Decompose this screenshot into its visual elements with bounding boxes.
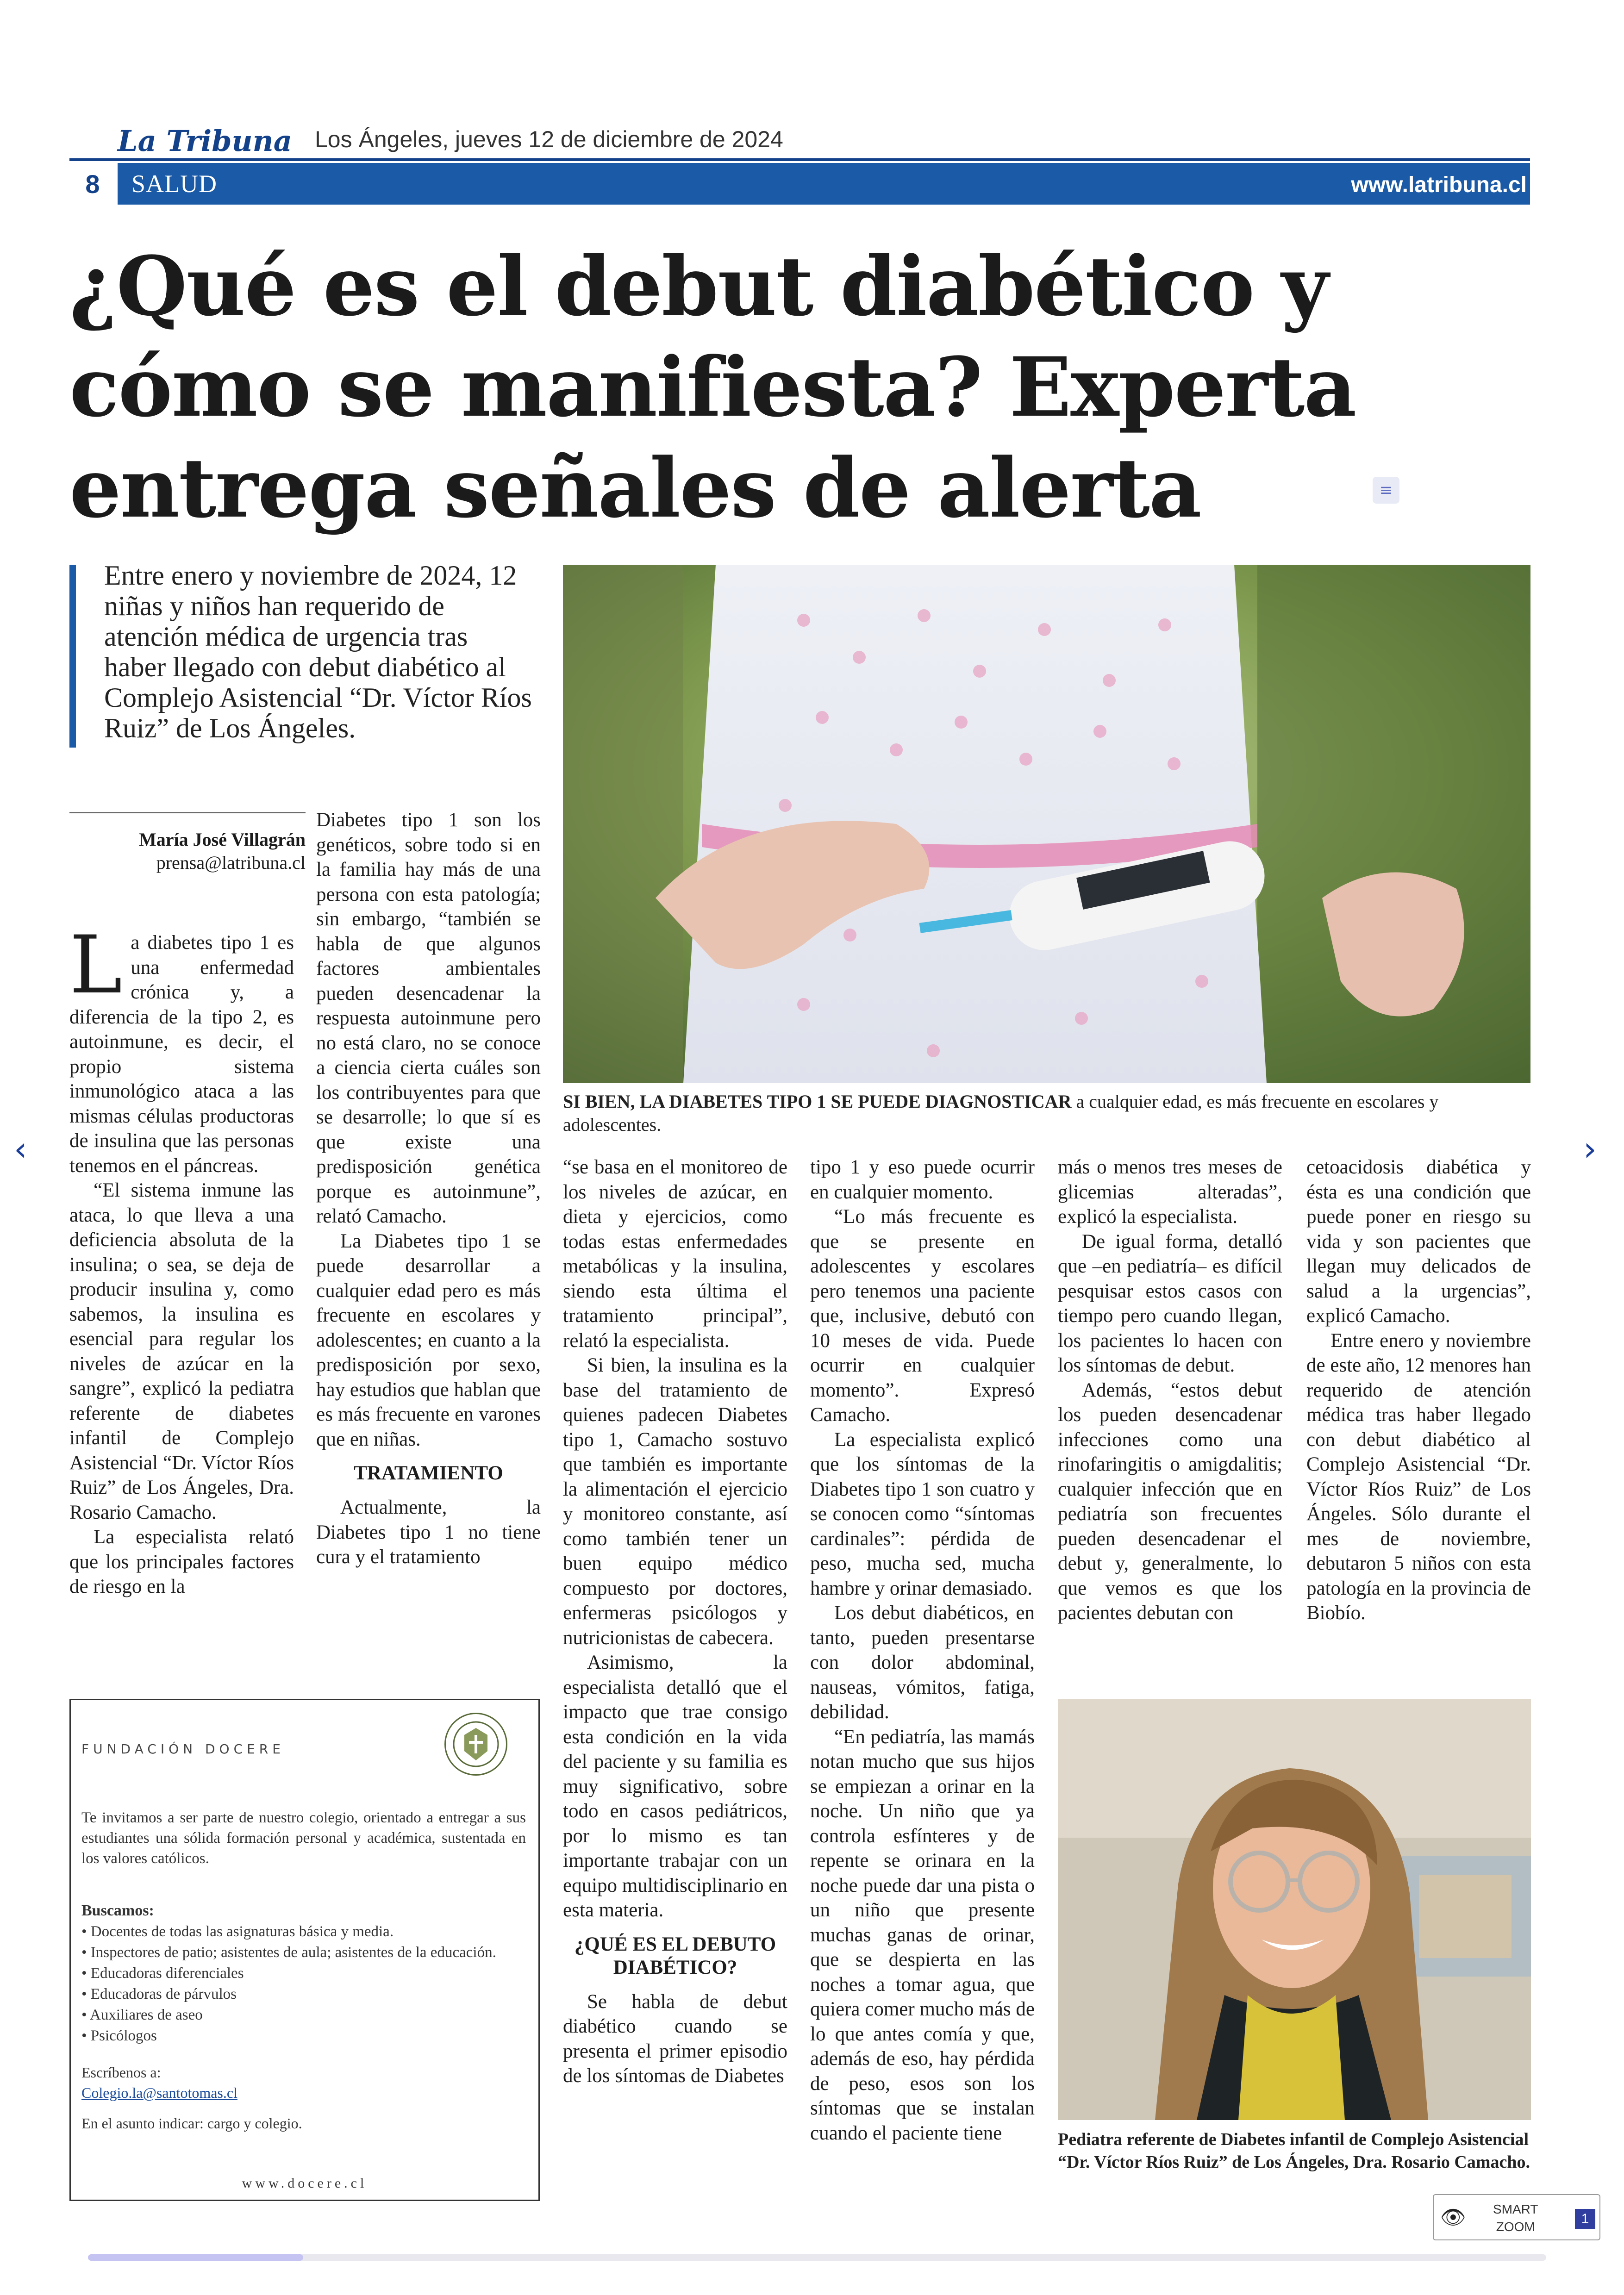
ad-title: FUNDACIÓN DOCERE <box>81 1741 285 1757</box>
paragraph: De igual forma, detalló que –en pediatría– es difícil pesquisar estos casos con tiempo pero cuando llegan, los pacientes lo hacen con los síntomas de debut. <box>1058 1230 1282 1376</box>
ad-list <box>81 1900 526 2046</box>
issue-date: Los Ángeles, jueves 12 de diciembre de 2024 <box>315 126 783 152</box>
article-column-3 <box>563 1155 787 2089</box>
article-column-5 <box>1058 1155 1282 1626</box>
paragraph-text: a diabetes tipo 1 es una enfermedad crónica y, a diferencia de la tipo 2, es autoinmune, es decir, el propio sistema inmunológico ataca a las mismas células productoras de insulina que las personas tenemos en el páncreas. <box>69 932 294 1177</box>
article-lead: Entre enero y noviembre de 2024, 12 niñas y niños han requerido de atención médica de urgencia tras haber llegado con debut diabético al Complejo Asistencial “Dr. Víctor Ríos Ruiz” de Los Ángeles. <box>104 560 532 743</box>
photo-caption-text: a cualquier edad, es más frecuente en escolares y adolescentes. <box>563 1091 1439 1135</box>
paragraph: más o menos tres meses de glicemias alteradas”, explicó la especialista. <box>1058 1156 1282 1228</box>
glucometer-photo <box>563 565 1530 1083</box>
previous-page-icon[interactable]: ‹ <box>14 1129 27 1168</box>
smart-zoom-label <box>1493 2201 1538 2236</box>
newspaper-logo: La Tribuna <box>118 124 292 158</box>
paragraph: cetoacidosis diabética y ésta es una condición que puede poner en riesgo su vida y son pacientes que llegan muy delicados de salud a la urgencias”, explicó Camacho. <box>1306 1156 1531 1327</box>
byline-rule <box>69 812 306 813</box>
byline-author: María José Villagrán <box>139 829 306 850</box>
ad-contact <box>81 2062 526 2133</box>
lead-accent-bar <box>69 565 76 748</box>
paragraph: Los debut diabéticos, en tanto, pueden presentarse con dolor abdominal, nauseas, vómitos, fatiga, debilidad. <box>810 1602 1035 1723</box>
paragraph: “El sistema inmune las ataca, lo que lleva a una deficiencia absoluta de la insulina; o sea, se deja de producir insulina y, como sabemos, la insulina es esencial para regular los niveles de azúcar en la sangre”, explicó la pediatra referente de diabetes infantil de Complejo Asistencial “Dr. Víctor Ríos Ruiz” de Los Ángeles, Dra. Rosario Camacho. <box>69 1179 294 1523</box>
smart-zoom-button[interactable] <box>1433 2194 1600 2240</box>
next-page-icon[interactable]: › <box>1583 1129 1597 1168</box>
paragraph: Diabetes tipo 1 son los genéticos, sobre todo si en la familia hay más de una persona con esta patología; sin embargo, “también se habla de que algunos factores ambientales pueden desencadenar la respuesta autoinmune pero no está claro, no se conoce a ciencia cierta cuáles son los contribuyentes para que se desarrolle; lo que sí es que existe una predisposición genética porque es autoinmune”, relató Camacho. <box>316 809 541 1227</box>
notes-icon[interactable]: ≡ <box>1373 477 1399 504</box>
article-column-4 <box>810 1155 1035 2145</box>
paragraph: “Lo más frecuente es que se presente en adolescentes y escolares pero tenemos una paciente que, inclusive, debutó con 10 meses de vida. Puede ocurrir en cualquier momento”. Expresó Camacho. <box>810 1206 1035 1426</box>
article-column-2 <box>316 808 541 1570</box>
paragraph: La especialista relató que los principales factores de riesgo en la <box>69 1526 294 1597</box>
section-label: SALUD <box>131 170 218 198</box>
doctor-portrait-photo <box>1058 1699 1531 2120</box>
paragraph: Si bien, la insulina es la base del tratamiento de quienes padecen Diabetes tipo 1, Camacho sostuvo que también es importante la alimentación el ejercicio y monitoreo constante, así como también tener un buen equipo médico compuesto por doctores, enfermeras psicólogos y nutricionistas de cabecera. <box>563 1354 787 1649</box>
byline-email[interactable]: prensa@latribuna.cl <box>156 852 306 873</box>
site-url[interactable]: www.latribuna.cl <box>1351 173 1527 197</box>
photo-caption <box>563 1090 1530 1136</box>
list-item: • Educadoras de párvulos <box>81 1986 237 2002</box>
paragraph: La especialista explicó que los síntomas de la Diabetes tipo 1 son cuatro y se conocen como “síntomas cardinales”: pérdida de peso, mucha sed, mucha hambre y orinar demasiado. <box>810 1428 1035 1599</box>
page-number: 8 <box>85 169 100 199</box>
smart-zoom-line-1: SMART <box>1493 2202 1538 2216</box>
list-item: • Inspectores de patio; asistentes de aula; asistentes de la educación. <box>81 1944 496 1961</box>
photo-caption-lead: SI BIEN, LA DIABETES TIPO 1 SE PUEDE DIAGNOSTICAR <box>563 1091 1072 1112</box>
school-crest-icon <box>444 1713 507 1776</box>
masthead-rule <box>69 158 1530 161</box>
list-item: • Auxiliares de aseo <box>81 2007 203 2023</box>
ad-seeking-label: Buscamos: <box>81 1902 154 1919</box>
ad-website[interactable]: www.docere.cl <box>242 2176 368 2191</box>
subheading-que-es: ¿QUÉ ES EL DEBUTO DIABÉTICO? <box>574 1933 776 1978</box>
reading-progress-track[interactable] <box>88 2254 1546 2261</box>
paragraph: Además, “estos debut los pueden desencadenar infecciones como una rinofaringitis o amigdalitis; cualquier infección que en pediatría son frecuentes pueden desencadenar el debut y, generalmente, lo que vemos es que los pacientes debutan con <box>1058 1379 1282 1624</box>
ad-intro: Te invitamos a ser parte de nuestro colegio, orientado a entregar a sus estudiantes una sólida formación personal y académica, sustentada en los valores católicos. <box>81 1809 526 1867</box>
paragraph: “se basa en el monitoreo de los niveles de azúcar, en dieta y ejercicios, como todas estas enfermedades metabólicas y la insulina, siendo esta última el tratamiento principal”, relató la especialista. <box>563 1156 787 1352</box>
page-badge: 1 <box>1575 2209 1595 2229</box>
reading-progress-fill <box>88 2254 303 2261</box>
ad-subject-note: En el asunto indicar: cargo y colegio. <box>81 2115 302 2132</box>
list-item: • Docentes de todas las asignaturas básica y media. <box>81 1923 394 1940</box>
portrait-caption: Pediatra referente de Diabetes infantil de Complejo Asistencial “Dr. Víctor Ríos Ruiz” de Los Ángeles, Dra. Rosario Camacho. <box>1058 2130 1530 2172</box>
smart-zoom-line-2: ZOOM <box>1496 2220 1535 2234</box>
drop-cap: L <box>69 918 123 1011</box>
article-column-6 <box>1306 1155 1531 1626</box>
article-headline: ¿Qué es el debut diabético y cómo se manifiesta? Experta entrega señales de alerta <box>69 238 1356 536</box>
paragraph: Asimismo, la especialista detalló que el impacto que trae consigo esta condición en la vida del paciente y su familia es muy significativo, sobre todo en casos pediátricos, por lo mismo es tan importante trabajar con un equipo multidisciplinario en esta materia. <box>563 1652 787 1921</box>
list-item: • Psicólogos <box>81 2027 157 2044</box>
list-item: • Educadoras diferenciales <box>81 1965 244 1982</box>
article-column-1 <box>69 918 294 1599</box>
paragraph: La Diabetes tipo 1 se puede desarrollar a cualquier edad pero es más frecuente en escolares y adolescentes; en cuanto a la predisposición por sexo, hay estudios que hablan que es más frecuente en varones que en niñas. <box>316 1230 541 1450</box>
section-bar <box>118 163 1530 205</box>
paragraph: Se habla de debut diabético cuando se presenta el primer episodio de los síntomas de Diabetes <box>563 1990 787 2087</box>
paragraph: “En pediatría, las mamás notan mucho que sus hijos se empiezan a orinar en la noche. Un niño que ya controla esfínteres y de repente se orinara en la noche puede dar una pista o un niño que presente muchas ganas de orinar, que se despierta en las noches a tomar agua, que quiera comer mucho más de lo que antes comía y que, además de eso, hay pérdida de peso, esos son los síntomas que se instalan cuando el paciente tiene <box>810 1726 1035 2144</box>
subheading-tratamiento: TRATAMIENTO <box>354 1462 503 1484</box>
paragraph: Entre enero y noviembre de este año, 12 menores han requerido de atención médica tras haber llegado con debut diabético al Complejo Asistencial “Dr. Víctor Ríos Ruiz” de Los Ángeles. Sólo durante el mes de noviembre, debutaron 5 niños con esta patología en la provincia de Biobío. <box>1306 1329 1531 1624</box>
eye-icon: 👁 <box>1440 2206 1466 2229</box>
paragraph: tipo 1 y eso puede ocurrir en cualquier momento. <box>810 1156 1035 1203</box>
paragraph: Actualmente, la Diabetes tipo 1 no tiene cura y el tratamiento <box>316 1497 541 1568</box>
ad-write-label: Escríbenos a: <box>81 2064 161 2081</box>
ad-email-link[interactable]: Colegio.la@santotomas.cl <box>81 2084 237 2101</box>
paragraph <box>69 918 294 1178</box>
